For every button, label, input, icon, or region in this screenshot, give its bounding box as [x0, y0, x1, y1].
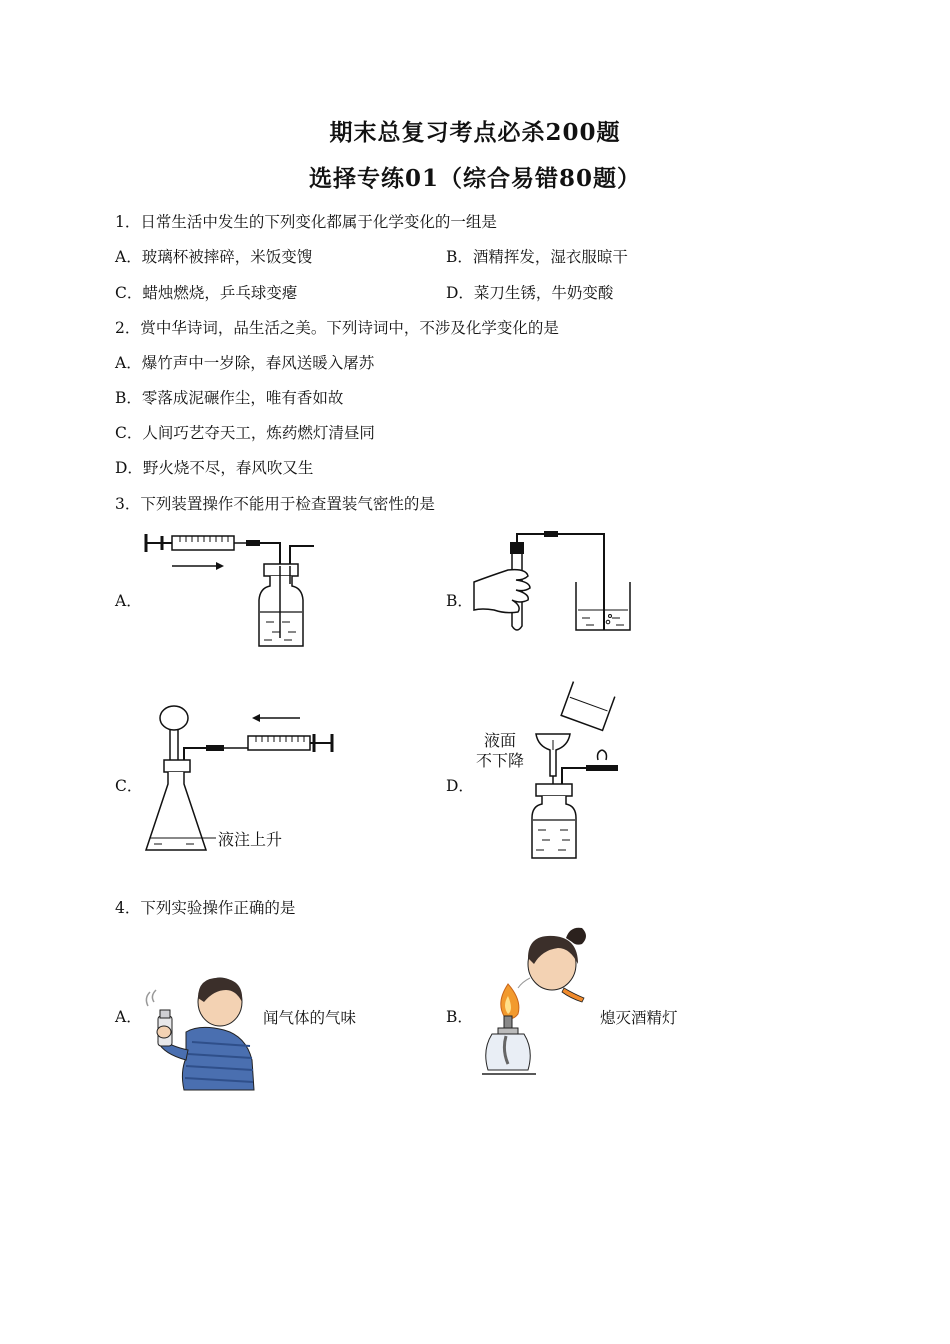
title-main: 期末总复习考点必杀200题	[329, 119, 621, 146]
q2-option-a[interactable]: A．爆竹声中一岁除，春风送暖入屠苏	[115, 354, 375, 372]
liquid-level-label-2: 不下降	[476, 751, 525, 770]
q3-option-d-label[interactable]: D．	[446, 777, 474, 795]
q1-option-c[interactable]: C．蜡烛燃烧，乒乓球变瘪	[115, 284, 298, 302]
q4-option-a-label[interactable]: A．	[115, 1008, 142, 1026]
q1-option-b[interactable]: B．酒精挥发，湿衣服晾干	[446, 248, 628, 266]
flask-funnel-syringe-figure	[138, 700, 338, 858]
liquid-level-label-1: 液面	[484, 731, 517, 750]
q4-option-b-label[interactable]: B．	[446, 1008, 473, 1026]
blowing-alcohol-lamp-illustration	[478, 924, 594, 1092]
q3-option-c-label[interactable]: C．	[115, 777, 143, 795]
q1-option-a[interactable]: A．玻璃杯被摔碎，米饭变馊	[115, 248, 313, 266]
funnel-clamp-bottle-figure	[470, 680, 640, 862]
q4-a-caption: 闻气体的气味	[263, 1009, 357, 1027]
q1-option-d[interactable]: D．菜刀生锈，牛奶变酸	[446, 284, 614, 302]
q2-option-b[interactable]: B．零落成泥碾作尘，唯有香如故	[115, 389, 344, 407]
q3-option-a-label[interactable]: A．	[115, 592, 142, 610]
liquid-rise-label: 液注上升	[218, 830, 283, 849]
syringe-bottle-figure	[140, 522, 330, 654]
q3-option-b-label[interactable]: B．	[446, 592, 473, 610]
q4-stem: 4．下列实验操作正确的是	[115, 899, 296, 917]
q3-stem: 3．下列装置操作不能用于检查置装气密性的是	[115, 495, 435, 513]
q2-option-d[interactable]: D．野火烧不尽，春风吹又生	[115, 459, 314, 477]
q2-option-c[interactable]: C．人间巧艺夺天工，炼药燃灯清昼同	[115, 424, 375, 442]
hand-tube-beaker-figure	[472, 526, 638, 638]
smelling-gas-illustration	[140, 972, 260, 1092]
title-sub: 选择专练01（综合易错80题）	[308, 165, 641, 192]
q2-stem: 2．赏中华诗词，品生活之美。下列诗词中，不涉及化学变化的是	[115, 319, 559, 337]
q1-stem: 1．日常生活中发生的下列变化都属于化学变化的一组是	[115, 213, 497, 231]
q4-b-caption: 熄灭酒精灯	[600, 1009, 678, 1027]
